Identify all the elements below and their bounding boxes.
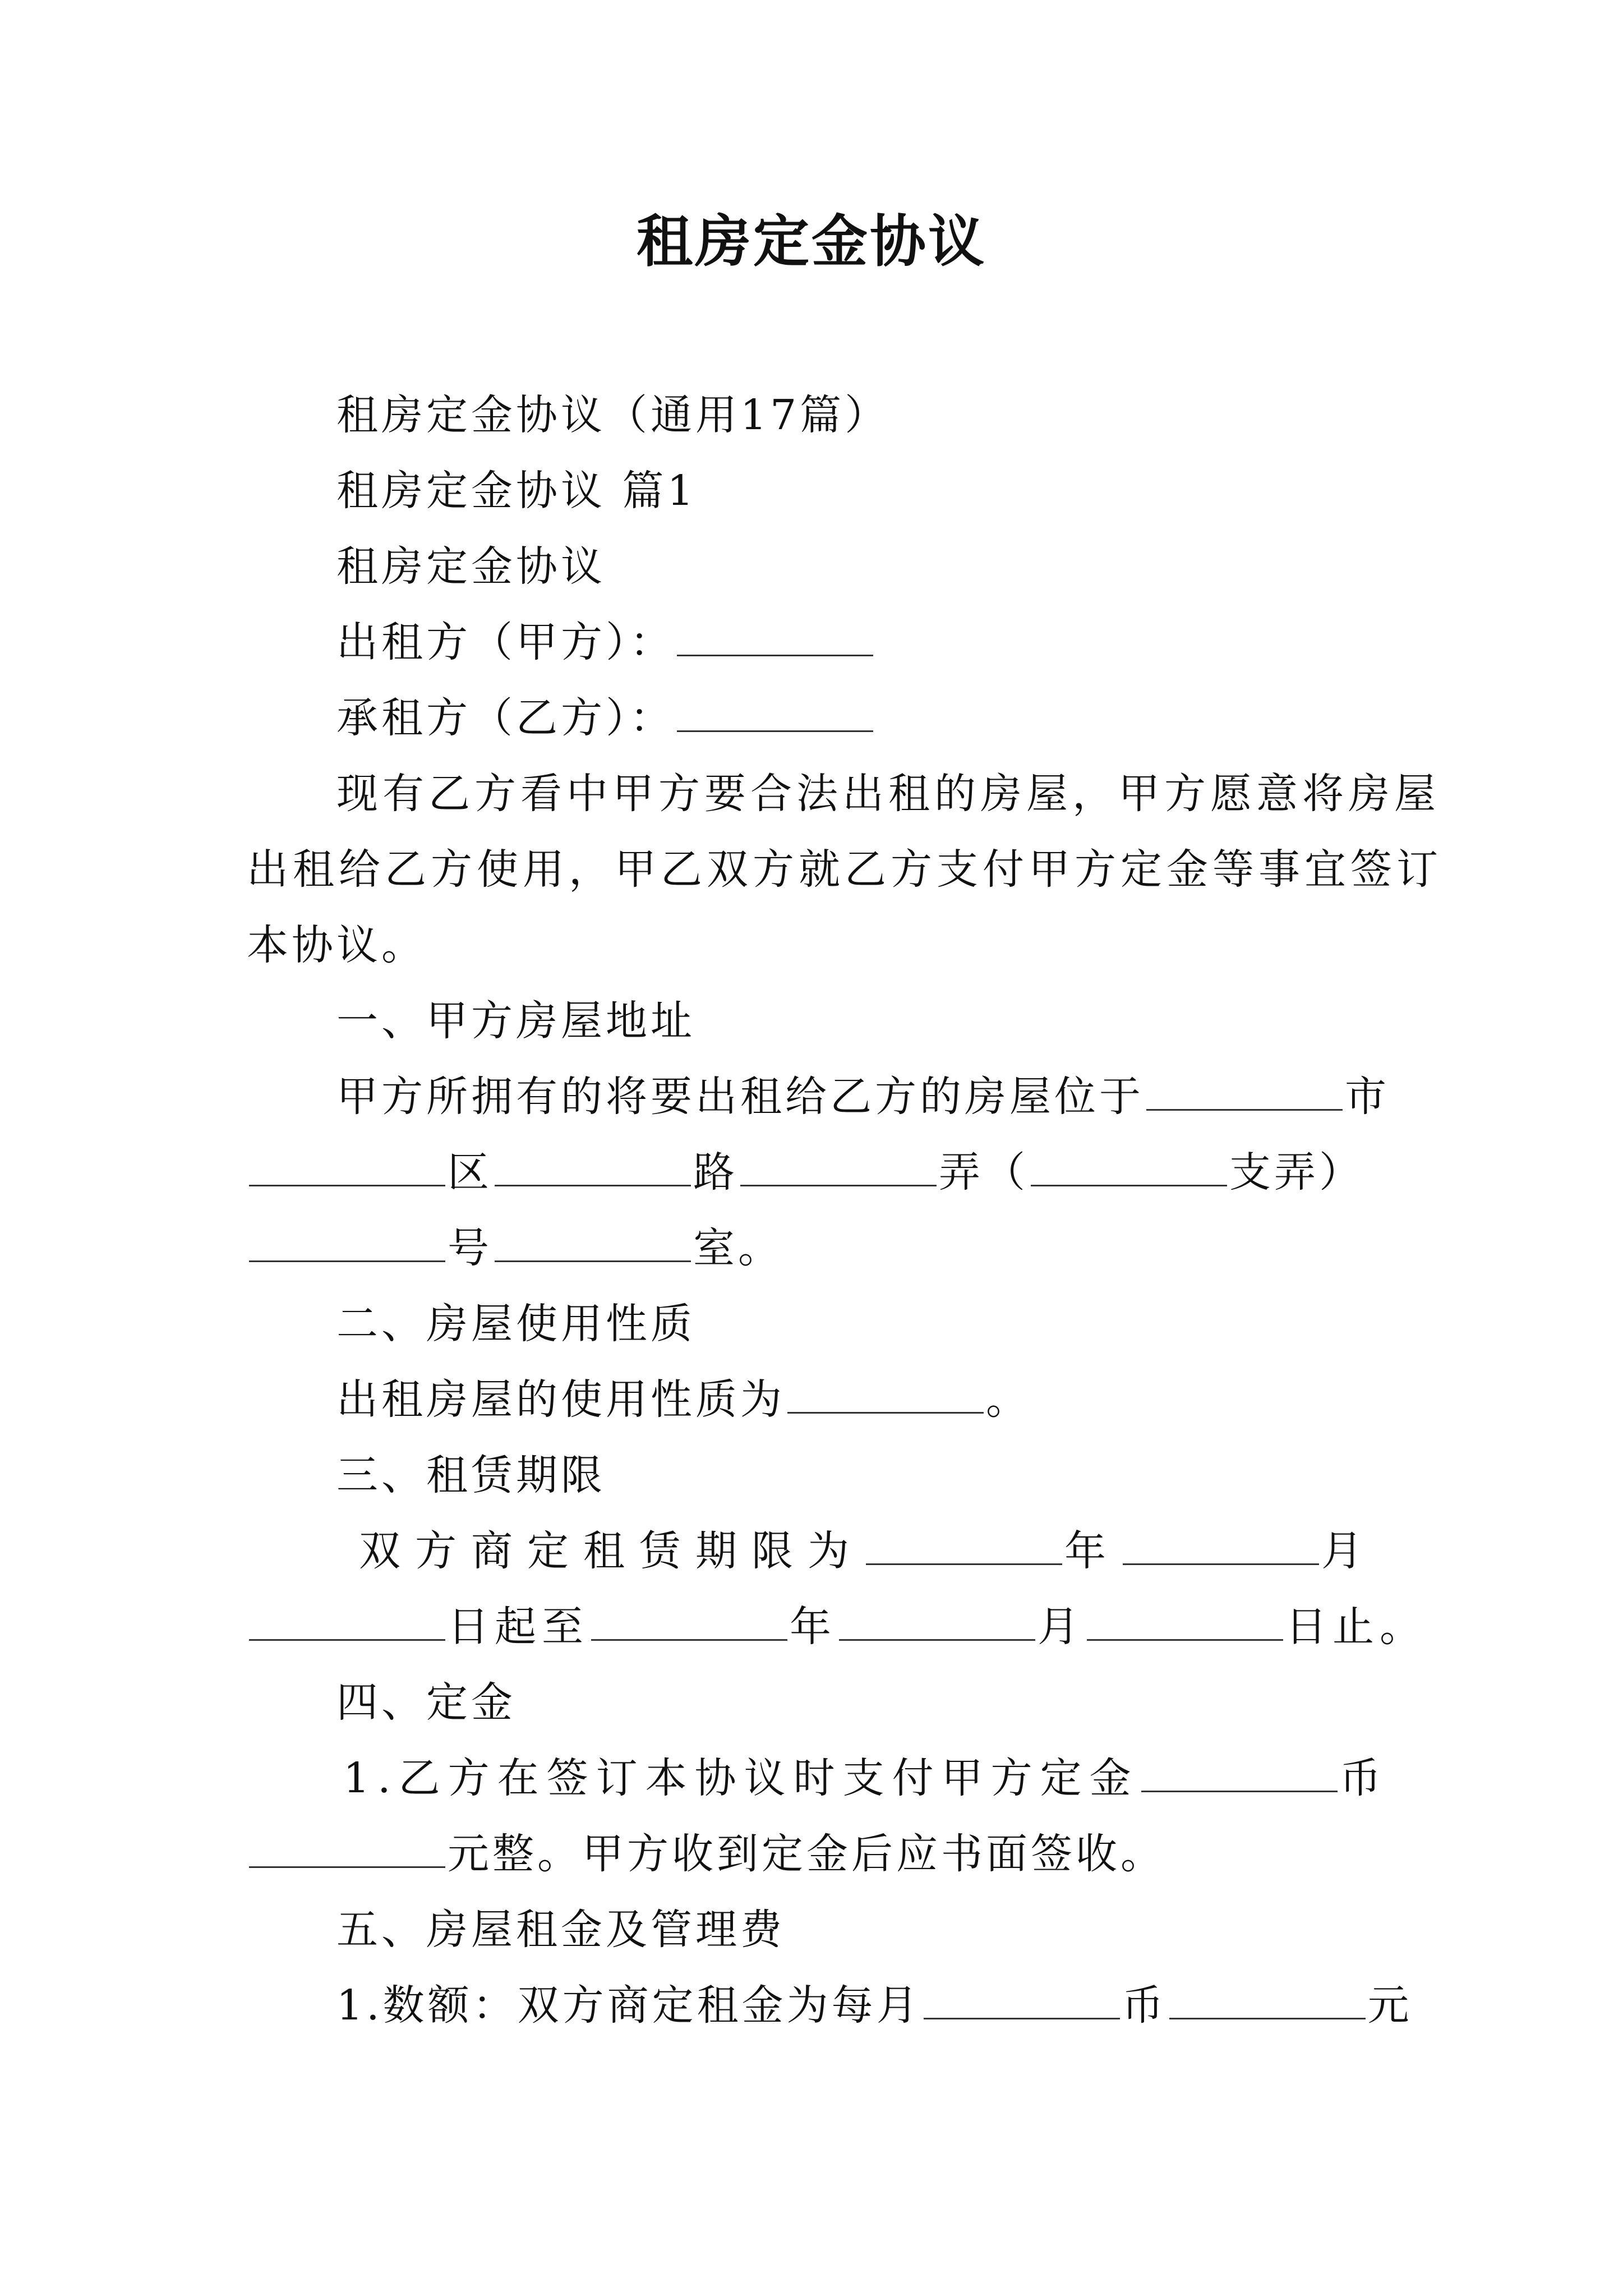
currency-label: 币 (1122, 1981, 1167, 2030)
road-blank (495, 1145, 691, 1186)
end-label: 日止。 (1285, 1603, 1427, 1651)
usage-line (336, 1372, 1031, 1428)
year-label: 年 (1064, 1527, 1121, 1575)
clause-heading: 二、房屋使用性质 (336, 1300, 695, 1348)
subtitle-line: 租房定金协议（通用17篇） (336, 391, 890, 439)
section-heading: 租房定金协议 篇1 (336, 467, 697, 515)
rent-amount-blank (1169, 1978, 1366, 2019)
room-label: 室。 (693, 1224, 783, 1272)
paragraph-line: 出租给乙方使用，甲乙双方就乙方支付甲方定金等事宜签订 (247, 845, 1442, 894)
term-line (247, 1599, 1427, 1655)
clause-heading: 三、租赁期限 (336, 1451, 606, 1499)
lessor-line (336, 614, 875, 670)
usage-blank (787, 1373, 984, 1414)
sublane-label: 支弄） (1229, 1148, 1364, 1197)
rent-line (336, 1977, 1413, 2033)
city-blank (1146, 1070, 1343, 1111)
end-day-blank (1087, 1600, 1283, 1641)
address-line (247, 1220, 783, 1276)
usage-text: 出租房屋的使用性质为 (336, 1375, 785, 1424)
usage-end: 。 (986, 1375, 1031, 1424)
paragraph-line: 现有乙方看中甲方要合法出租的房屋，甲方愿意将房屋 (336, 770, 1440, 818)
lessee-line (336, 690, 875, 746)
clause-heading: 四、定金 (336, 1678, 516, 1727)
address-line (336, 1069, 1390, 1125)
end-year-blank (591, 1600, 787, 1641)
district-blank (249, 1145, 445, 1186)
road-label: 路 (693, 1148, 738, 1197)
term-line (359, 1523, 1377, 1579)
yuan-label: 元 (1367, 1981, 1413, 2030)
clause-heading: 五、房屋租金及管理费 (336, 1906, 785, 1954)
start-year-blank (866, 1524, 1062, 1565)
start-month-blank (1123, 1524, 1319, 1565)
term-text: 双方商定租赁期限为 (359, 1527, 864, 1575)
deposit-text: 元整。甲方收到定金后应书面签收。 (448, 1830, 1165, 1878)
year-label: 年 (790, 1603, 837, 1651)
district-label: 区 (448, 1148, 492, 1197)
clause-heading: 一、甲方房屋地址 (336, 997, 695, 1045)
sublane-blank (1031, 1145, 1227, 1186)
rent-text: 1.数额：双方商定租金为每月 (336, 1981, 921, 2030)
deposit-text: 1.乙方在签订本协议时支付甲方定金 (343, 1754, 1139, 1802)
number-label: 号 (448, 1224, 492, 1272)
start-day-blank (249, 1600, 445, 1641)
deposit-currency-blank (1141, 1751, 1338, 1792)
number-blank (249, 1221, 445, 1262)
end-month-blank (839, 1600, 1035, 1641)
lessee-label: 承租方（乙方）： (336, 694, 675, 742)
deposit-line (247, 1826, 1165, 1882)
month-label: 月 (1321, 1527, 1377, 1575)
lane-label: 弄（ (939, 1148, 1029, 1197)
month-label: 月 (1038, 1603, 1085, 1651)
city-label: 市 (1345, 1073, 1390, 1121)
agreement-heading: 租房定金协议 (336, 542, 606, 591)
deposit-line (343, 1750, 1389, 1806)
address-line (247, 1144, 1364, 1200)
room-blank (495, 1221, 691, 1262)
paragraph-line: 本协议。 (247, 921, 426, 969)
lessor-blank (677, 615, 873, 656)
lane-blank (740, 1145, 937, 1186)
until-label: 日起至 (448, 1603, 589, 1651)
document-title: 租房定金协议 (637, 208, 986, 274)
rent-currency-blank (924, 1978, 1120, 2019)
currency-label: 币 (1339, 1754, 1389, 1802)
lessor-label: 出租方（甲方）： (336, 618, 675, 666)
address-text: 甲方所拥有的将要出租给乙方的房屋位于 (336, 1073, 1144, 1121)
lessee-blank (677, 691, 873, 732)
deposit-amount-blank (249, 1827, 445, 1868)
